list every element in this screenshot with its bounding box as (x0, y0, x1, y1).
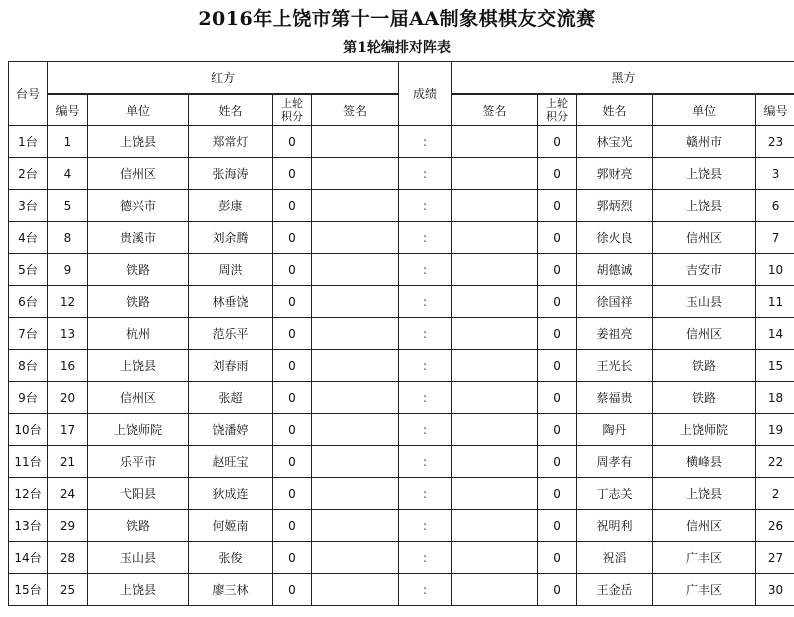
black-name-cell: 姜祖亮 (577, 318, 653, 350)
black-score-cell: 0 (538, 126, 577, 158)
board-cell: 1台 (9, 126, 48, 158)
header-black-unit: 单位 (653, 94, 756, 126)
table-row (9, 158, 794, 190)
red-unit-cell: 信州区 (88, 158, 189, 190)
red-num-cell: 17 (48, 414, 88, 446)
black-name-cell: 祝明利 (577, 510, 653, 542)
black-num-cell: 18 (756, 382, 794, 414)
header-red-sign: 签名 (312, 94, 399, 126)
result-cell: : (399, 318, 452, 350)
board-cell: 12台 (9, 478, 48, 510)
red-sign-cell (312, 478, 399, 510)
black-name-cell: 胡德诚 (577, 254, 653, 286)
red-score-cell: 0 (273, 254, 312, 286)
red-name-cell: 郑常灯 (189, 126, 273, 158)
result-cell: : (399, 382, 452, 414)
black-sign-cell (452, 414, 538, 446)
black-unit-cell: 广丰区 (653, 542, 756, 574)
header-result: 成绩 (399, 62, 452, 126)
header-black-side: 黑方 (452, 62, 794, 95)
black-name-cell: 徐国祥 (577, 286, 653, 318)
black-score-cell: 0 (538, 350, 577, 382)
result-cell: : (399, 510, 452, 542)
header-red-prev-score (273, 94, 312, 126)
black-sign-cell (452, 318, 538, 350)
result-cell: : (399, 574, 452, 606)
red-unit-cell: 杭州 (88, 318, 189, 350)
black-sign-cell (452, 542, 538, 574)
document-subtitle: 第1轮编排对阵表 (343, 40, 451, 56)
black-unit-cell: 横峰县 (653, 446, 756, 478)
red-num-cell: 13 (48, 318, 88, 350)
black-score-cell: 0 (538, 414, 577, 446)
black-score-cell: 0 (538, 574, 577, 606)
red-unit-cell: 上饶师院 (88, 414, 189, 446)
header-red-unit: 单位 (88, 94, 189, 126)
red-score-cell: 0 (273, 574, 312, 606)
board-cell: 6台 (9, 286, 48, 318)
red-score-cell: 0 (273, 414, 312, 446)
red-num-cell: 25 (48, 574, 88, 606)
red-unit-cell: 铁路 (88, 510, 189, 542)
board-cell: 11台 (9, 446, 48, 478)
black-score-cell: 0 (538, 222, 577, 254)
red-name-cell: 狄成连 (189, 478, 273, 510)
red-unit-cell: 贵溪市 (88, 222, 189, 254)
result-cell: : (399, 254, 452, 286)
red-sign-cell (312, 190, 399, 222)
red-name-cell: 饶潘婷 (189, 414, 273, 446)
black-name-cell: 林宝光 (577, 126, 653, 158)
black-score-cell: 0 (538, 510, 577, 542)
result-cell: : (399, 158, 452, 190)
table-row (9, 382, 794, 414)
table-row (9, 126, 794, 158)
red-name-cell: 张海涛 (189, 158, 273, 190)
black-sign-cell (452, 574, 538, 606)
black-sign-cell (452, 126, 538, 158)
red-score-cell: 0 (273, 478, 312, 510)
red-name-cell: 彭康 (189, 190, 273, 222)
result-cell: : (399, 126, 452, 158)
black-sign-cell (452, 286, 538, 318)
red-score-cell: 0 (273, 126, 312, 158)
red-unit-cell: 上饶县 (88, 126, 189, 158)
red-score-cell: 0 (273, 446, 312, 478)
table-row (9, 318, 794, 350)
table-row (9, 414, 794, 446)
red-num-cell: 8 (48, 222, 88, 254)
table-row (9, 478, 794, 510)
board-cell: 4台 (9, 222, 48, 254)
red-score-cell: 0 (273, 286, 312, 318)
red-name-cell: 何姬南 (189, 510, 273, 542)
result-cell: : (399, 350, 452, 382)
red-unit-cell: 铁路 (88, 254, 189, 286)
result-cell: : (399, 222, 452, 254)
document-title: 2016年上饶市第十一届AA制象棋棋友交流赛 (198, 8, 596, 30)
table-row (9, 446, 794, 478)
black-unit-cell: 广丰区 (653, 574, 756, 606)
red-sign-cell (312, 126, 399, 158)
red-score-cell: 0 (273, 318, 312, 350)
black-name-cell: 陶丹 (577, 414, 653, 446)
table-row (9, 222, 794, 254)
black-name-cell: 王金岳 (577, 574, 653, 606)
black-score-cell: 0 (538, 478, 577, 510)
red-unit-cell: 信州区 (88, 382, 189, 414)
table-row (9, 286, 794, 318)
red-sign-cell (312, 446, 399, 478)
black-num-cell: 2 (756, 478, 794, 510)
black-score-cell: 0 (538, 190, 577, 222)
red-name-cell: 刘余腾 (189, 222, 273, 254)
header-prev-score-line1: 上轮 (281, 97, 303, 110)
red-num-cell: 16 (48, 350, 88, 382)
black-num-cell: 23 (756, 126, 794, 158)
header-black-prev-score (538, 94, 577, 126)
result-cell: : (399, 478, 452, 510)
red-num-cell: 5 (48, 190, 88, 222)
black-unit-cell: 赣州市 (653, 126, 756, 158)
black-name-cell: 周孝有 (577, 446, 653, 478)
red-sign-cell (312, 254, 399, 286)
black-score-cell: 0 (538, 542, 577, 574)
header-black-num: 编号 (756, 94, 794, 126)
red-unit-cell: 上饶县 (88, 574, 189, 606)
red-sign-cell (312, 414, 399, 446)
table-row (9, 542, 794, 574)
black-unit-cell: 吉安市 (653, 254, 756, 286)
board-cell: 14台 (9, 542, 48, 574)
board-cell: 9台 (9, 382, 48, 414)
red-sign-cell (312, 286, 399, 318)
black-score-cell: 0 (538, 446, 577, 478)
table-row (9, 510, 794, 542)
black-unit-cell: 上饶县 (653, 478, 756, 510)
board-cell: 3台 (9, 190, 48, 222)
red-score-cell: 0 (273, 350, 312, 382)
red-name-cell: 林垂饶 (189, 286, 273, 318)
red-unit-cell: 德兴市 (88, 190, 189, 222)
black-sign-cell (452, 222, 538, 254)
black-num-cell: 15 (756, 350, 794, 382)
red-sign-cell (312, 318, 399, 350)
black-unit-cell: 铁路 (653, 350, 756, 382)
board-cell: 2台 (9, 158, 48, 190)
header-red-name: 姓名 (189, 94, 273, 126)
black-unit-cell: 信州区 (653, 318, 756, 350)
red-unit-cell: 弋阳县 (88, 478, 189, 510)
red-unit-cell: 玉山县 (88, 542, 189, 574)
header-prev-score-line2: 积分 (281, 110, 303, 123)
black-name-cell: 王光长 (577, 350, 653, 382)
black-unit-cell: 信州区 (653, 222, 756, 254)
header-black-sign: 签名 (452, 94, 538, 126)
pairings-table (8, 61, 794, 606)
header-prev-score-line1: 上轮 (546, 97, 569, 110)
black-num-cell: 22 (756, 446, 794, 478)
table-row (9, 574, 794, 606)
red-unit-cell: 乐平市 (88, 446, 189, 478)
red-num-cell: 29 (48, 510, 88, 542)
red-name-cell: 张超 (189, 382, 273, 414)
black-sign-cell (452, 446, 538, 478)
black-num-cell: 11 (756, 286, 794, 318)
black-sign-cell (452, 382, 538, 414)
red-name-cell: 张俊 (189, 542, 273, 574)
black-sign-cell (452, 350, 538, 382)
black-num-cell: 3 (756, 158, 794, 190)
red-num-cell: 24 (48, 478, 88, 510)
black-score-cell: 0 (538, 382, 577, 414)
black-name-cell: 徐火良 (577, 222, 653, 254)
black-sign-cell (452, 158, 538, 190)
black-sign-cell (452, 254, 538, 286)
table-row (9, 350, 794, 382)
red-num-cell: 20 (48, 382, 88, 414)
red-num-cell: 4 (48, 158, 88, 190)
result-cell: : (399, 286, 452, 318)
table-row (9, 254, 794, 286)
black-name-cell: 郭财亮 (577, 158, 653, 190)
red-sign-cell (312, 382, 399, 414)
black-num-cell: 30 (756, 574, 794, 606)
red-score-cell: 0 (273, 510, 312, 542)
red-num-cell: 12 (48, 286, 88, 318)
red-sign-cell (312, 158, 399, 190)
header-prev-score-line2: 积分 (546, 110, 569, 123)
result-cell: : (399, 190, 452, 222)
red-sign-cell (312, 222, 399, 254)
black-name-cell: 丁志关 (577, 478, 653, 510)
black-sign-cell (452, 478, 538, 510)
black-num-cell: 19 (756, 414, 794, 446)
red-name-cell: 范乐平 (189, 318, 273, 350)
red-sign-cell (312, 542, 399, 574)
red-score-cell: 0 (273, 190, 312, 222)
table-header (9, 62, 794, 126)
black-num-cell: 7 (756, 222, 794, 254)
black-name-cell: 郭炳烈 (577, 190, 653, 222)
red-sign-cell (312, 510, 399, 542)
black-score-cell: 0 (538, 318, 577, 350)
result-cell: : (399, 446, 452, 478)
board-cell: 10台 (9, 414, 48, 446)
black-unit-cell: 信州区 (653, 510, 756, 542)
red-name-cell: 刘春雨 (189, 350, 273, 382)
red-name-cell: 廖三林 (189, 574, 273, 606)
black-unit-cell: 玉山县 (653, 286, 756, 318)
board-cell: 7台 (9, 318, 48, 350)
black-num-cell: 10 (756, 254, 794, 286)
red-num-cell: 1 (48, 126, 88, 158)
board-cell: 5台 (9, 254, 48, 286)
red-score-cell: 0 (273, 382, 312, 414)
result-cell: : (399, 542, 452, 574)
black-num-cell: 26 (756, 510, 794, 542)
black-sign-cell (452, 510, 538, 542)
red-name-cell: 周洪 (189, 254, 273, 286)
black-score-cell: 0 (538, 286, 577, 318)
black-num-cell: 6 (756, 190, 794, 222)
black-unit-cell: 上饶县 (653, 190, 756, 222)
black-unit-cell: 上饶师院 (653, 414, 756, 446)
red-score-cell: 0 (273, 158, 312, 190)
red-score-cell: 0 (273, 222, 312, 254)
board-cell: 15台 (9, 574, 48, 606)
header-board: 台号 (9, 62, 48, 126)
black-num-cell: 14 (756, 318, 794, 350)
red-num-cell: 9 (48, 254, 88, 286)
table-row (9, 190, 794, 222)
black-num-cell: 27 (756, 542, 794, 574)
red-sign-cell (312, 574, 399, 606)
header-black-name: 姓名 (577, 94, 653, 126)
table-body (9, 126, 794, 606)
black-unit-cell: 铁路 (653, 382, 756, 414)
black-score-cell: 0 (538, 254, 577, 286)
red-score-cell: 0 (273, 542, 312, 574)
board-cell: 8台 (9, 350, 48, 382)
result-cell: : (399, 414, 452, 446)
red-num-cell: 28 (48, 542, 88, 574)
red-unit-cell: 上饶县 (88, 350, 189, 382)
red-sign-cell (312, 350, 399, 382)
black-name-cell: 蔡福贵 (577, 382, 653, 414)
board-cell: 13台 (9, 510, 48, 542)
header-red-side: 红方 (48, 62, 399, 95)
black-score-cell: 0 (538, 158, 577, 190)
red-name-cell: 赵旺宝 (189, 446, 273, 478)
black-name-cell: 祝滔 (577, 542, 653, 574)
red-num-cell: 21 (48, 446, 88, 478)
header-red-num: 编号 (48, 94, 88, 126)
red-unit-cell: 铁路 (88, 286, 189, 318)
black-unit-cell: 上饶县 (653, 158, 756, 190)
black-sign-cell (452, 190, 538, 222)
